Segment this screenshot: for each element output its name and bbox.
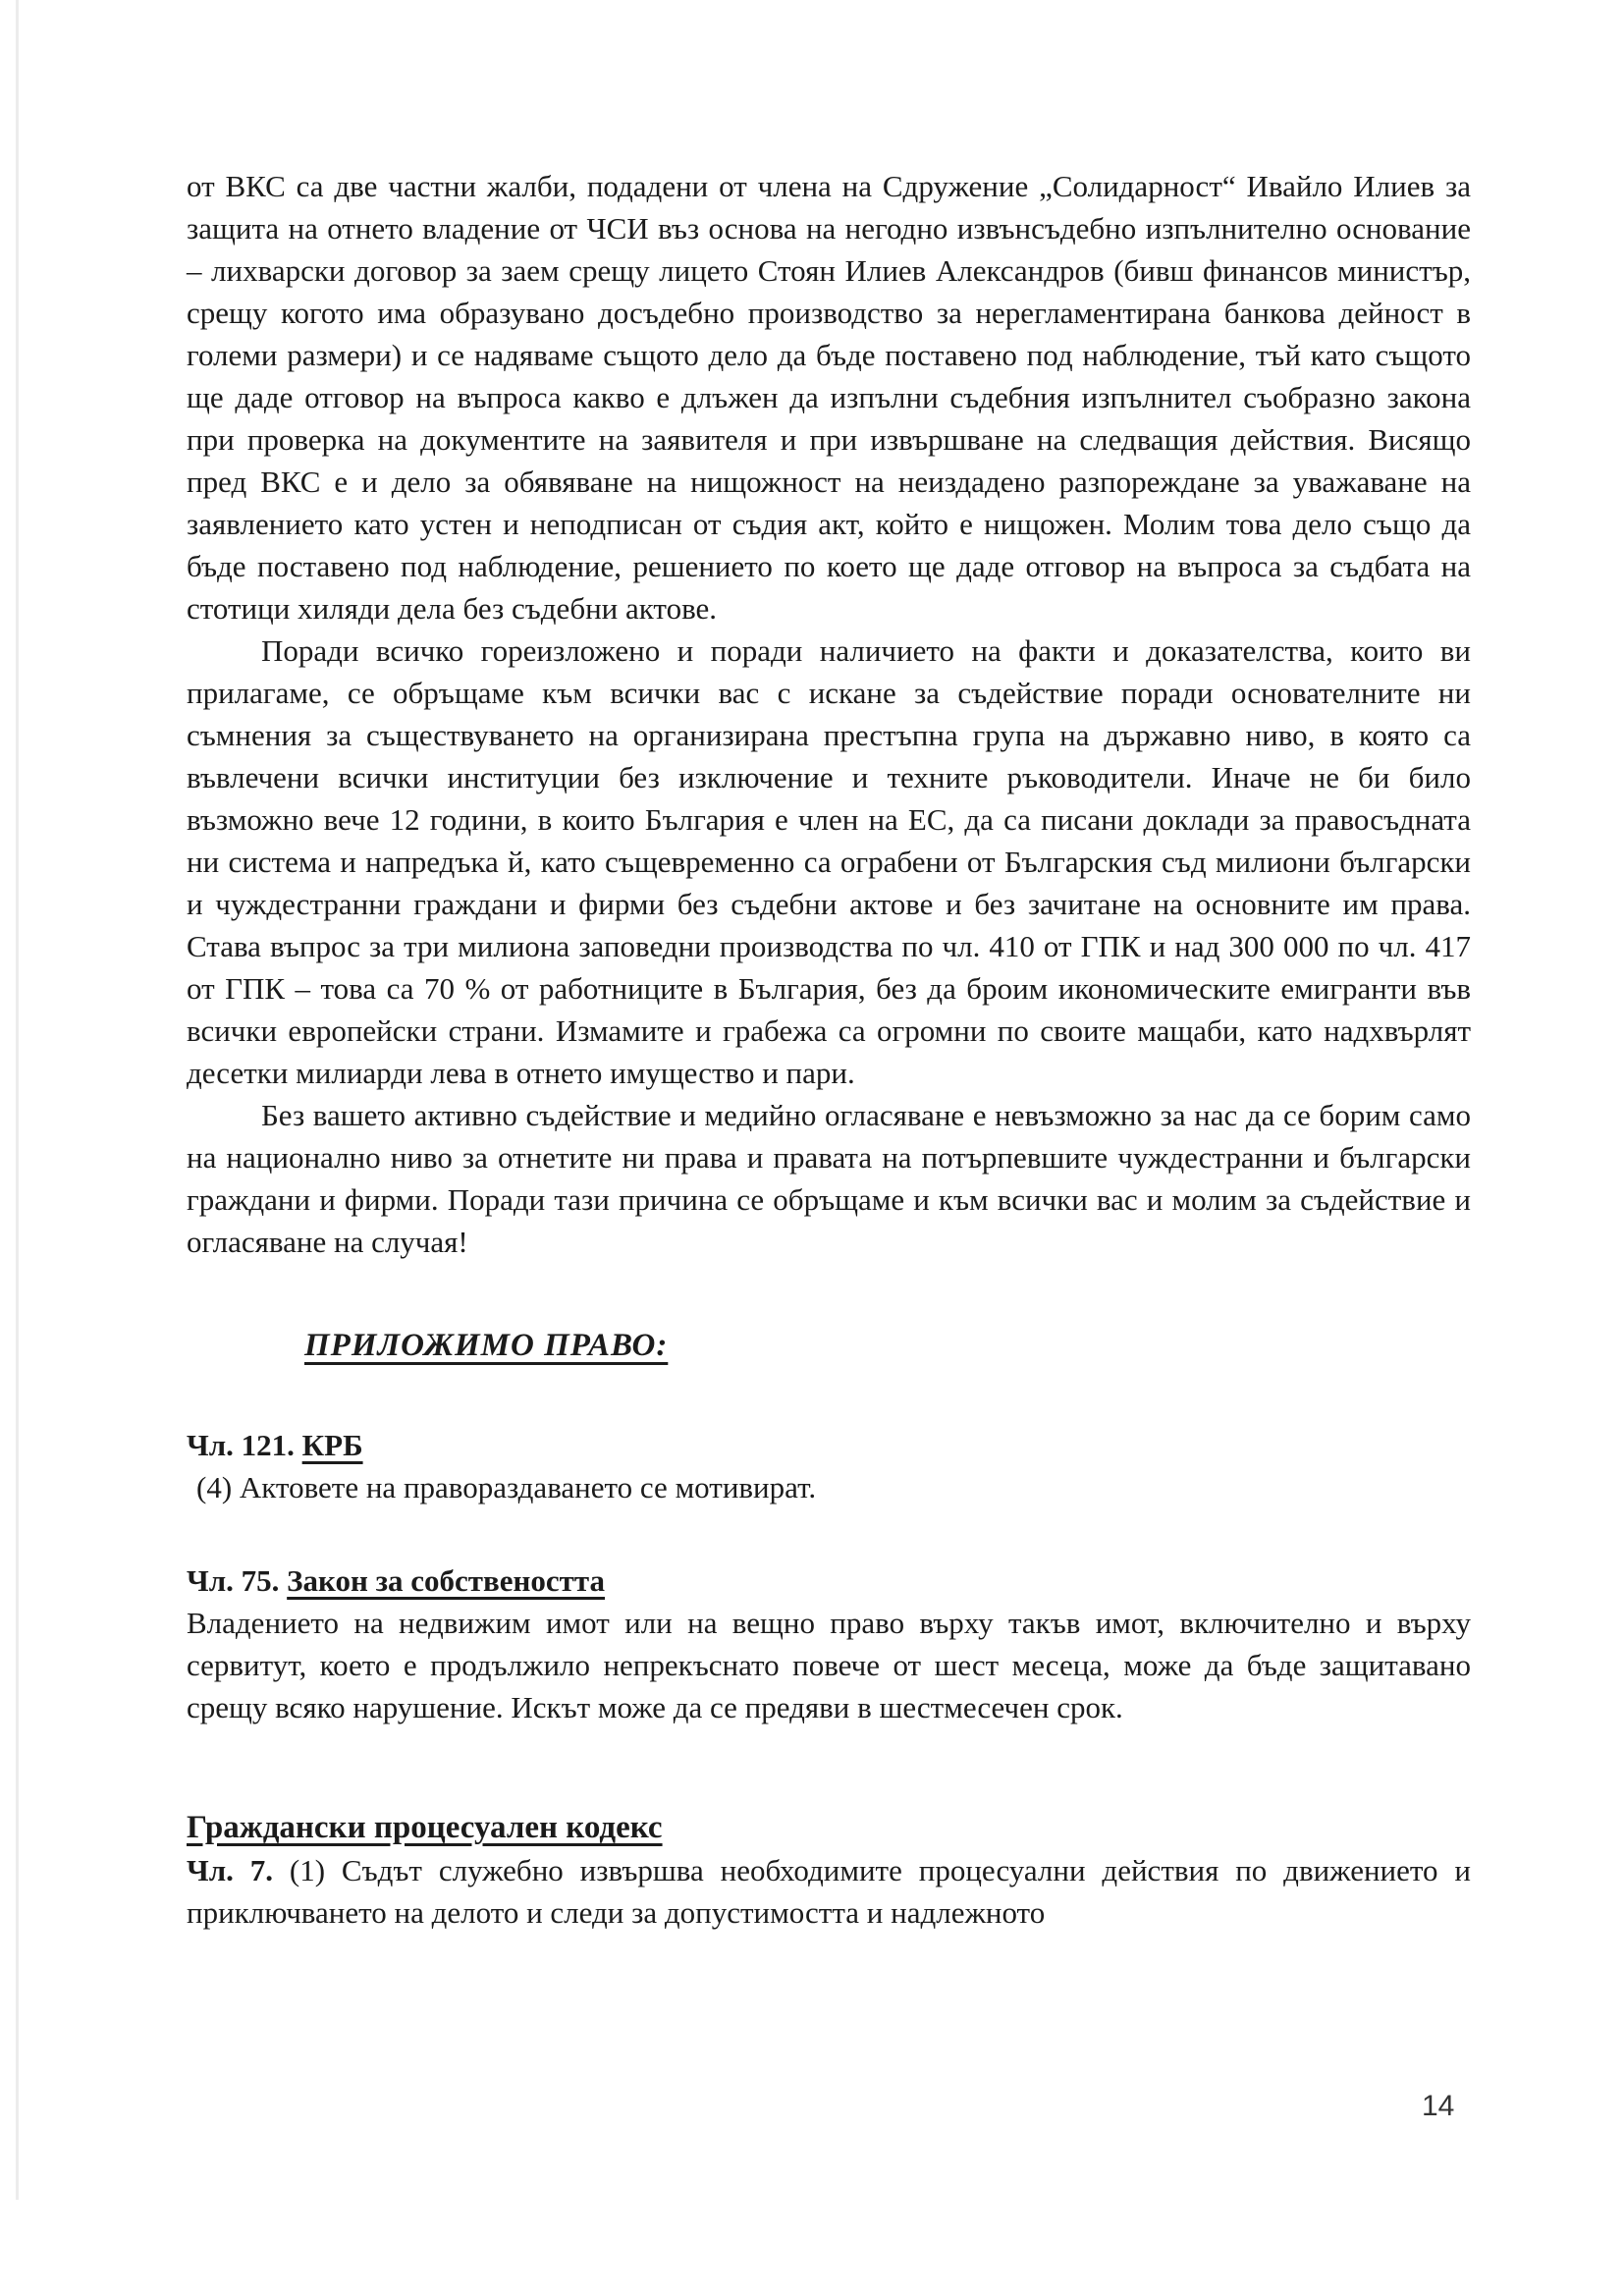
law-section-krb <box>187 1424 1471 1508</box>
law-title-civil-procedure-code <box>187 1807 1471 1849</box>
law-text-civil-procedure-code <box>187 1849 1471 1934</box>
paragraph-appeal: Поради всичко гореизложено и поради наличието на факти и доказателства, които ви прилагаме, се обръщаме към всички вас с искане за съдействие поради основателните ни съмнения за съществуването на организирана престъпна група на държавно ниво, в която са въвлечени всички институции без изключение и техните ръководители. Иначе не би било възможно вече 12 години, в които България е член на ЕС, да са писани доклади за правосъдната ни система и напредъка й, като същевременно са ограбени от Българския съд милиони български и чуждестранни граждани и фирми без съдебни актове и без зачитане на основните им права. Става въпрос за три милиона заповедни производства по чл. 410 от ГПК и над 300 000 по чл. 417 от ГПК – това са 70 % от работниците в България, без да броим икономическите емигранти във всички европейски страни. Измамите и грабежа са огромни по своите мащаби, като надхвърлят десетки милиарди лева в отнето имущество и пари. <box>187 633 1471 1090</box>
paragraph-continuation: от ВКС са две частни жалби, подадени от члена на Сдружение „Солидарност“ Ивайло Илиев за защита на отнето владение от ЧСИ въз основа на негодно извънсъдебно изпълнително основание – лихварски договор за заем срещу лицето Стоян Илиев Александров (бивш финансов министър, срещу когото има образувано досъдебно производство за нерегламентирана банкова дейност в големи размери) и се надяваме същото дело да бъде поставено под наблюдение, тъй като същото ще даде отговор на въпроса какво е длъжен да изпълни съдебния изпълнител съобразно закона при проверка на документите на заявителя и при извършване на следващия действия. Висящо пред ВКС е и дело за обявяване на нищожност на неиздадено разпореждане за уважаване на заявлението като устен и неподписан от съдия акт, който е нищожен. Молим това дело също да бъде поставено под наблюдение, решението по което ще даде отговор на въпроса за съдбата на стотици хиляди дела без съдебни актове. <box>187 169 1471 626</box>
page-number: 14 <box>1422 2090 1455 2122</box>
article-number-label: Чл. 7. <box>187 1853 274 1887</box>
law-text-property-act: Владението на недвижим имот или на вещно право върху такъв имот, включително и върху сервитут, което е продължило непрекъснато повече от шест месеца, може да бъде защитавано срещу всяко нарушение. Искът може да се предяви в шестмесечен срок. <box>187 1606 1471 1724</box>
law-name-underlined: КРБ <box>301 1428 363 1462</box>
law-section-property-act <box>187 1559 1471 1728</box>
paragraph-request: Без вашето активно съдействие и медийно огласяване е невъзможно за нас да се борим само на национално ниво за отнетите ни права и правата на потърпевшите чуждестранни и български граждани и фирми. Поради тази причина се обръщаме и към всички вас и молим за съдействие и огласяване на случая! <box>187 1098 1471 1259</box>
article-number-label: Чл. 121. <box>187 1428 295 1462</box>
law-name-underlined: Граждански процесуален кодекс <box>187 1810 663 1845</box>
law-title-property-act <box>187 1559 1471 1602</box>
law-text-krb: (4) Актовете на правораздаването се мотивират. <box>196 1470 817 1504</box>
applicable-law-heading: ПРИЛОЖИМО ПРАВО: <box>304 1328 669 1363</box>
article-text: (1) Съдът служебно извършва необходимите процесуални действия по движението и приключването на делото и следи за допустимостта и надлежното <box>187 1853 1471 1930</box>
article-number-label: Чл. 75. <box>187 1563 280 1598</box>
scan-edge-artifact <box>16 0 19 2200</box>
law-title-krb <box>187 1424 1471 1466</box>
law-section-civil-procedure-code <box>187 1807 1471 1934</box>
document-body <box>187 165 1471 1934</box>
law-name-underlined: Закон за собствеността <box>287 1563 605 1598</box>
